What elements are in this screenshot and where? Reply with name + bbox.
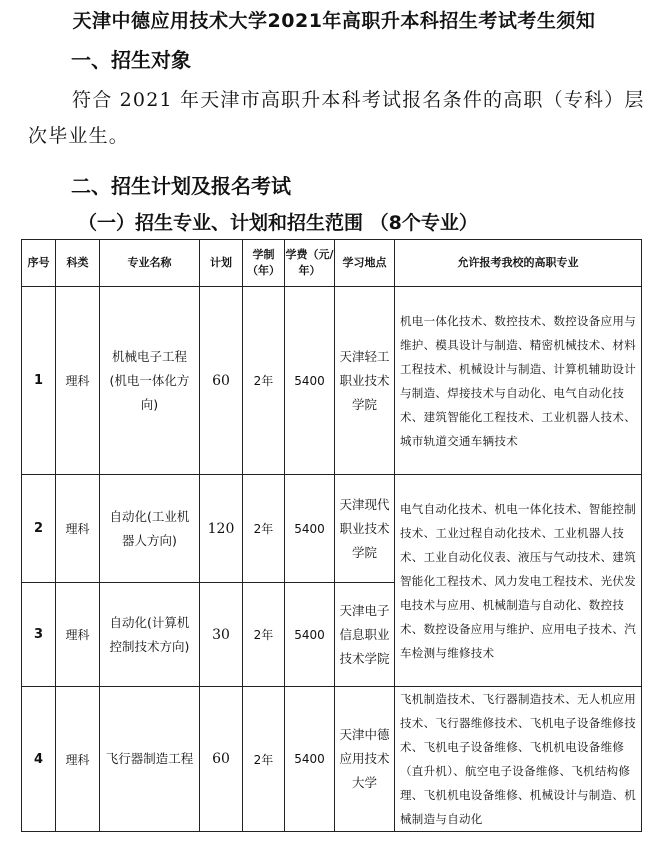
row-duration: 2年 (243, 687, 285, 832)
row-plan: 120 (200, 475, 243, 583)
row-duration: 2年 (243, 475, 285, 583)
row-fee: 5400 (285, 475, 335, 583)
section-2-subheading: （一）招生专业、计划和招生范围 （8个专业） (78, 212, 478, 234)
table-header-row (22, 240, 642, 287)
table-row (22, 687, 642, 832)
row-category: 理科 (56, 287, 100, 475)
header-category: 科类 (56, 240, 100, 287)
row-major: 自动化(计算机控制技术方向) (100, 583, 200, 687)
row-seq: 3 (22, 583, 56, 687)
row-category: 理科 (56, 475, 100, 583)
header-seq: 序号 (22, 240, 56, 287)
row-category: 理科 (56, 687, 100, 832)
header-allowed: 允许报考我校的高职专业 (395, 240, 642, 287)
row-plan: 60 (200, 687, 243, 832)
row-seq: 1 (22, 287, 56, 475)
row-fee: 5400 (285, 583, 335, 687)
header-plan: 计划 (200, 240, 243, 287)
header-fee: 学费（元/年） (285, 240, 335, 287)
row-duration: 2年 (243, 287, 285, 475)
row-plan: 60 (200, 287, 243, 475)
row-allowed-majors: 电气自动化技术、机电一体化技术、智能控制技术、工业过程自动化技术、工业机器人技术、工业自动化仪表、液压与气动技术、建筑智能化工程技术、风力发电工程技术、光伏发电技术与应用、机械制造与自动化、数控技术、数控设备应用与维护、应用电子技术、汽车检测与维修技术 (395, 475, 642, 687)
row-location: 天津电子信息职业技术学院 (335, 583, 395, 687)
row-seq: 4 (22, 687, 56, 832)
header-duration: 学制（年） (243, 240, 285, 287)
row-major: 飞行器制造工程 (100, 687, 200, 832)
row-major: 自动化(工业机器人方向) (100, 475, 200, 583)
row-fee: 5400 (285, 287, 335, 475)
row-seq: 2 (22, 475, 56, 583)
section-2-heading: 二、招生计划及报名考试 (71, 174, 291, 198)
row-location: 天津中德应用技术大学 (335, 687, 395, 832)
section-1-heading: 一、招生对象 (71, 48, 191, 72)
row-location: 天津轻工职业技术学院 (335, 287, 395, 475)
row-duration: 2年 (243, 583, 285, 687)
header-location: 学习地点 (335, 240, 395, 287)
enrollment-table (21, 239, 642, 832)
row-fee: 5400 (285, 687, 335, 832)
row-allowed-majors: 机电一体化技术、数控技术、数控设备应用与维护、模具设计与制造、精密机械技术、材料工程技术、机械设计与制造、计算机辅助设计与制造、焊接技术与自动化、电气自动化技术、建筑智能化工程技术、工业机器人技术、城市轨道交通车辆技术 (395, 287, 642, 475)
row-major: 机械电子工程(机电一体化方向) (100, 287, 200, 475)
row-category: 理科 (56, 583, 100, 687)
document-title: 天津中德应用技术大学2021年高职升本科招生考试考生须知 (72, 10, 596, 32)
row-allowed-majors: 飞机制造技术、飞行器制造技术、无人机应用技术、飞行器维修技术、飞机电子设备维修技术、飞机电子设备维修、飞机机电设备维修（直升机）、航空电子设备维修、飞机结构修理、飞机机电设备维修、机械设计与制造、机械制造与自动化 (395, 687, 642, 832)
row-plan: 30 (200, 583, 243, 687)
table-row (22, 287, 642, 475)
table-row (22, 475, 642, 583)
row-location: 天津现代职业技术学院 (335, 475, 395, 583)
header-major: 专业名称 (100, 240, 200, 287)
section-1-paragraph: 符合 2021 年天津市高职升本科考试报名条件的高职（专科）层次毕业生。 (28, 89, 645, 147)
